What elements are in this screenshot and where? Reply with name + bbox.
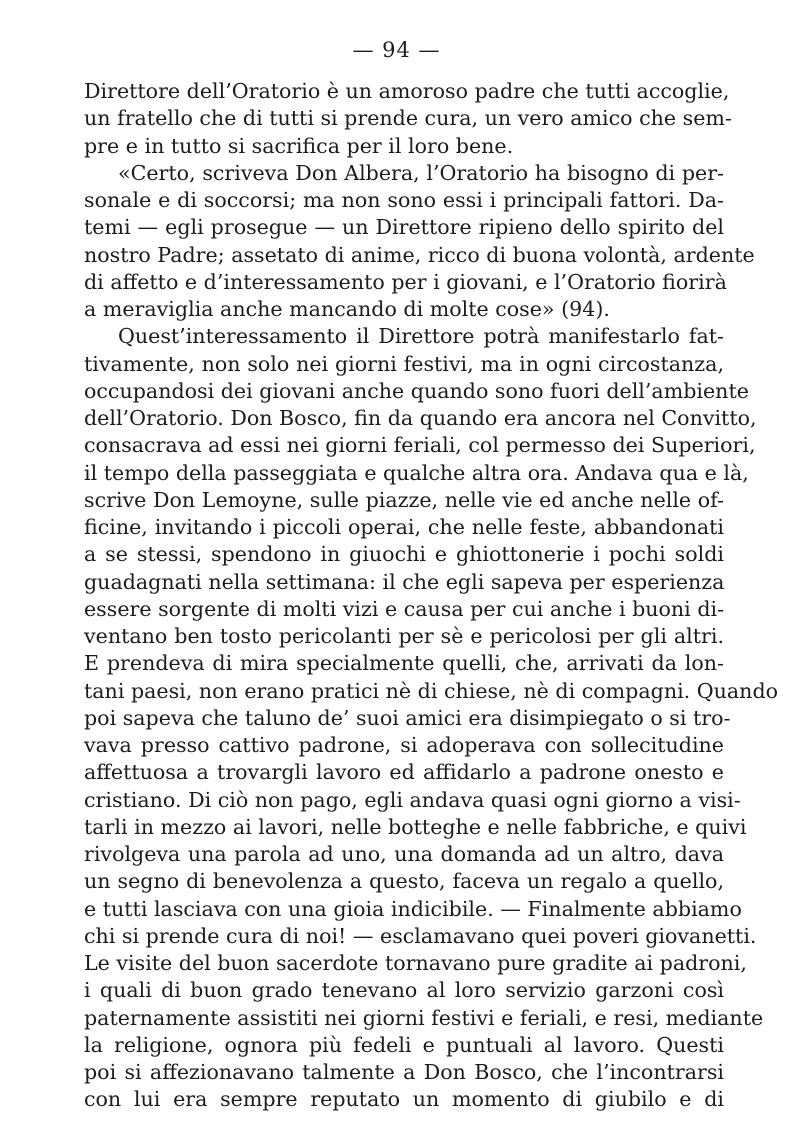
text-line: Le visite del buon sacerdote tornavano pure gradite ai padroni, [84,951,747,975]
text-line: tarli in mezzo ai lavori, nelle botteghe e nelle fabbriche, e quivi [84,814,747,839]
text-line: essere sorgente di molti vizi e causa per cui anche i buoni di- [84,596,725,621]
text-line: pre e in tutto si sacrifica per il loro bene. [84,133,514,158]
text-line: vava presso cattivo padrone, si adoperava con sollecitudine [84,733,724,757]
text-line: affettuosa a trovargli lavoro ed affidarlo a padrone onesto e [84,760,724,785]
text-line: i quali di buon grado tenevano al loro servizio garzoni così [84,978,724,1003]
text-line: «Certo, scriveva Don Albera, l’Oratorio ha bisogno di per- [118,160,724,185]
page-number: — 94 — [352,38,441,62]
text-line: dell’Oratorio. Don Bosco, fin da quando era ancora nel Convitto, [84,406,757,430]
text-line: ficine, invitando i piccoli operai, che nelle feste, abbandonati [84,515,724,539]
text-line: Direttore dell’Oratorio è un amoroso padre che tutti accoglie, [84,79,730,103]
text-line: chi si prende cura di noi! — esclamavano quei poveri giovanetti. [84,923,757,948]
text-line: cristiano. Di ciò non pago, egli andava quasi ogni giorno a visi- [84,787,741,812]
text-line: a meraviglia anche mancando di molte cose» (94). [84,297,610,321]
text-line: temi — egli prosegue — un Direttore ripieno dello spirito del [84,215,724,240]
text-line: E prendeva di mira specialmente quelli, che, arrivati da lon- [84,651,724,676]
body-text [84,78,779,1114]
text-line: un segno di benevolenza a questo, faceva un regalo a quello, [84,869,724,894]
text-line: consacrava ad essi nei giorni feriali, col permesso dei Superiori, [84,433,756,458]
text-line: rivolgeva una parola ad uno, una domanda ad un altro, dava [84,842,724,866]
text-line: Quest’interessamento il Direttore potrà manifestarlo fat- [118,324,724,349]
text-line: poi sapeva che taluno de’ suoi amici era disimpiegato o si tro- [84,705,731,730]
text-line: e tutti lasciava con una gioia indicibile. — Finalmente abbiamo [84,896,742,921]
text-line: tivamente, non solo nei giorni festivi, ma in ogni circostanza, [84,351,724,376]
text-line: di affetto e d’interessamento per i giovani, e l’Oratorio fiorirà [84,269,727,294]
text-line: occupandosi dei giovani anche quando sono fuori dell’ambiente [84,378,749,403]
text-line: ventano ben tosto pericolanti per sè e pericolosi per gli altri. [84,624,724,648]
text-line: sonale e di soccorsi; ma non sono essi i principali fattori. Da- [84,188,724,212]
text-line: a se stessi, spendono in giuochi e ghiottonerie i pochi soldi [84,542,724,567]
text-line: guadagnati nella settimana: il che egli sapeva per esperienza [84,569,725,594]
text-line: paternamente assistiti nei giorni festivi e feriali, e resi, mediante [84,1005,764,1030]
text-line: il tempo della passeggiata e qualche altra ora. Andava qua e là, [84,460,749,485]
text-line: un fratello che di tutti si prende cura, un vero amico che sem- [84,106,732,131]
text-line: tani paesi, non erano pratici nè di chiese, nè di compagni. Quando [84,678,779,703]
text-line: con lui era sempre reputato un momento di giubilo e di [84,1087,724,1112]
text-line: poi si affezionavano talmente a Don Bosco, che l’incontrarsi [84,1060,724,1084]
text-line: nostro Padre; assetato di anime, ricco di buona volontà, ardente [84,242,755,267]
text-line: scrive Don Lemoyne, sulle piazze, nelle vie ed anche nelle of- [84,487,724,512]
text-line: la religione, ognora più fedeli e puntuali al lavoro. Questi [84,1032,724,1057]
